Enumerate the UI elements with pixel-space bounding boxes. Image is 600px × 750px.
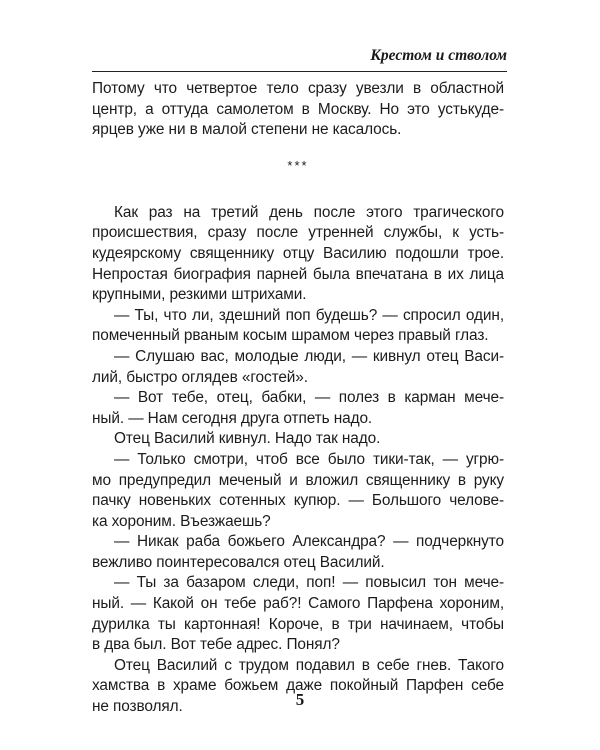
text-line: лий, быстро оглядев «гостей».	[92, 368, 308, 386]
paragraph	[92, 203, 504, 306]
text-line: ный. — Какой он тебе раб?! Самого Парфена хороним,	[92, 595, 504, 613]
text-line: мо предупредил меченый и вложил священнику в руку	[92, 471, 504, 489]
text-line: Непростая биография парней была впечатана в их лица	[92, 265, 504, 283]
text-line: в два был. Вот тебе адрес. Понял?	[92, 636, 340, 654]
paragraph	[92, 347, 504, 388]
text-line: Отец Василий кивнул. Надо так надо.	[114, 430, 381, 448]
text-line: вежливо поинтересовался отец Василий.	[92, 553, 385, 571]
text-line: пачку новеньких сотенных купюр. — Большого челове-	[92, 492, 504, 510]
text-line: происшествия, сразу после утренней службы, к усть-	[92, 224, 504, 242]
text-line: ный. — Нам сегодня друга отпеть надо.	[92, 409, 373, 427]
paragraph	[92, 573, 504, 655]
text-line: Как раз на третий день после этого трагического	[114, 203, 504, 221]
text-line: Отец Василий с трудом подавил в себе гнев. Такого	[114, 656, 504, 674]
text-line: Потому что четвертое тело сразу увезли в областной	[92, 80, 504, 97]
running-head: Крестом и стволом	[92, 47, 507, 72]
page-number: 5	[295, 690, 305, 709]
paragraph	[92, 450, 504, 532]
paragraph	[92, 306, 504, 347]
text-line: центр, а оттуда самолетом в Москву. Но это устькуде-	[92, 100, 504, 118]
text-line: хамства в храме божьем даже покойный Парфен себе	[92, 677, 504, 695]
section-separator: ***	[287, 157, 309, 173]
text-line: — Вот тебе, отец, бабки, — полез в карман мече-	[114, 389, 504, 407]
paragraph	[92, 429, 504, 450]
text-line: — Никак раба божьего Александра? — подчеркнуто	[114, 533, 504, 551]
paragraph	[92, 532, 504, 573]
text-line: помеченный рваным косым шрамом через правый глаз.	[92, 327, 489, 345]
text-line: — Ты за базаром следи, поп! — повысил тон мече-	[114, 574, 504, 592]
text-line: ярцев уже ни в малой степени не касалось.	[92, 121, 402, 139]
text-line: — Ты, что ли, здешний поп будешь? — спросил один,	[114, 306, 504, 324]
text-line: — Слушаю вас, молодые люди, — кивнул отец Васи-	[114, 347, 504, 365]
text-line: кудеярскому священнику отцу Василию подошли трое.	[92, 244, 504, 262]
text-line: дурилка ты картонная! Короче, в три начинаем, чтобы	[92, 615, 504, 633]
text-line: не позволял.	[92, 698, 183, 716]
text-line: ка хороним. Въезжаешь?	[92, 512, 271, 530]
page-body	[92, 79, 504, 718]
paragraph	[92, 388, 504, 429]
text-line: — Только смотри, чтоб все было тики-так, — угрю-	[114, 450, 504, 468]
paragraph	[92, 79, 504, 141]
text-line: крупными, резкими штрихами.	[92, 286, 307, 304]
